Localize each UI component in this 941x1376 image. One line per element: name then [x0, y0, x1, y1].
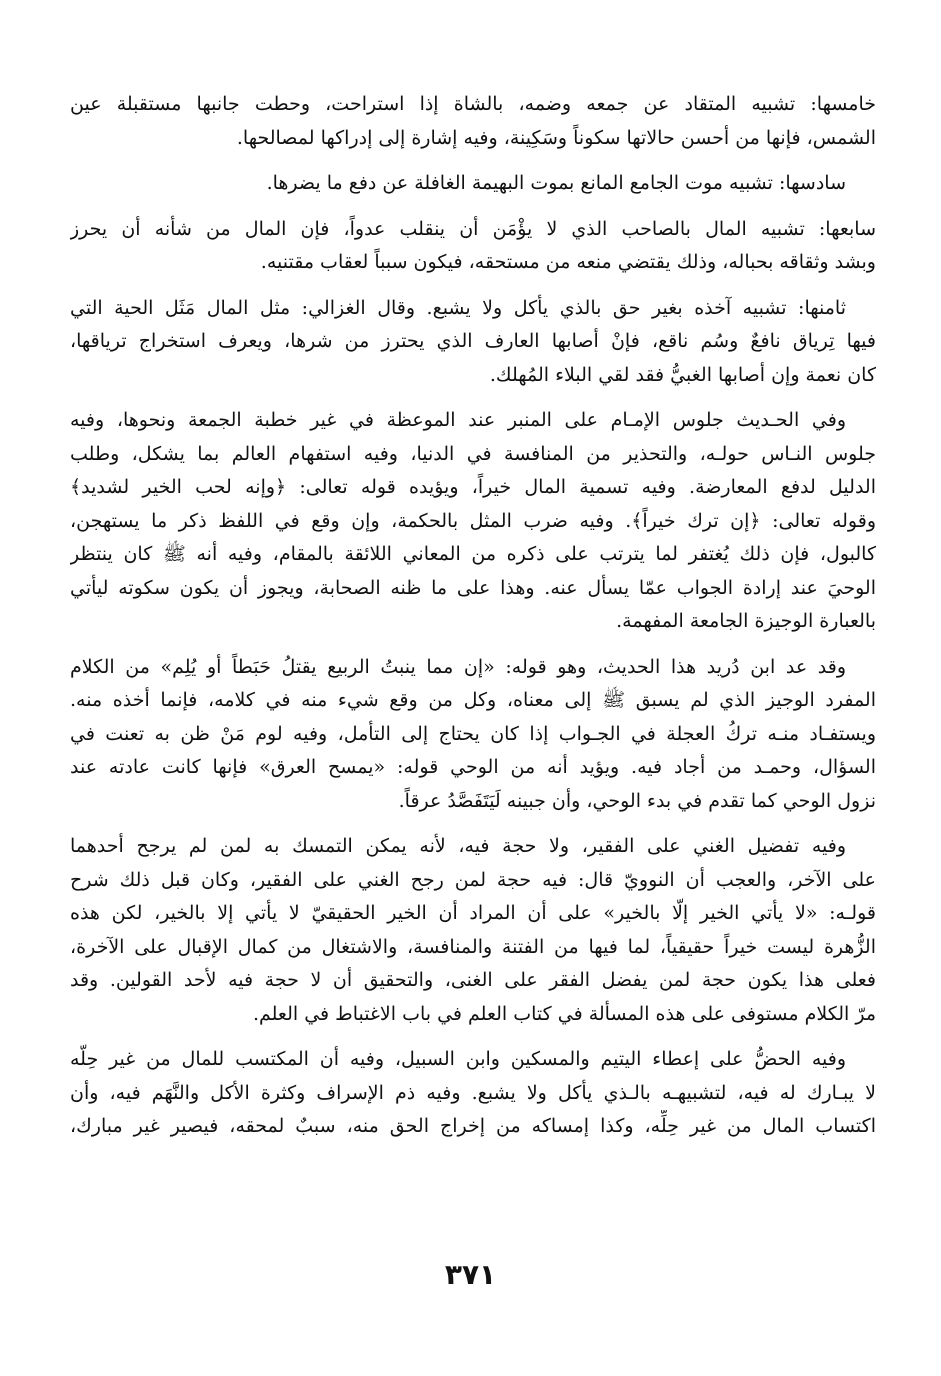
paragraph	[70, 167, 876, 201]
text-line: بالعبارة الوجيزة الجامعة المفهمة.	[616, 610, 876, 632]
page-body	[70, 88, 876, 1156]
text-line: الدليل لدفع المعارضة. وفيه تسمية المال خيراً، ويؤيده قوله تعالى: ﴿وإنه لحب الخير لشديد﴾	[70, 476, 876, 498]
text-line: فيها تِرياق نافعٌ وسُم ناقع، فإنْ أصابها العارف الذي يحترز من شرها، ويعرف استخراج ترياقها،	[70, 330, 876, 352]
text-line: الشمس، فإنها من أحسن حالاتها سكوناً وسَكِينة، وفيه إشارة إلى إدراكها لمصالحها.	[236, 126, 876, 149]
text-line: الزُّهرة ليست خيراً حقيقياً، لما فيها من الفتنة والمنافسة، والاشتغال من كمال الإقبال على الآخرة،	[70, 935, 876, 958]
text-line: ثامنها: تشبيه آخذه بغير حق بالذي يأكل ولا يشبع. وقال الغزالي: مثل المال مَثَل الحية التي	[70, 296, 846, 319]
page-number: ٣٧١	[444, 1258, 497, 1291]
text-line: فعلى هذا يكون حجة لمن يفضل الفقر على الغنى، والتحقيق أن لا حجة فيه لأحد القولين. وقد	[70, 969, 876, 991]
text-line: قولـه: «لا يأتي الخير إلّا بالخير» على أن المراد أن الخير الحقيقيّ لا يأتي إلا بالخير، لكن هذه	[70, 902, 876, 924]
paragraph	[70, 213, 876, 280]
text-line: وفي الحـديث جلوس الإمـام على المنبر عند الموعظة في غير خطبة الجمعة ونحوها، وفيه	[70, 409, 846, 431]
text-line: وقوله تعالى: ﴿إن ترك خيراً﴾. وفيه ضرب المثل بالحكمة، وإن وقع في اللفظ ذكر ما يستهجن،	[70, 509, 876, 532]
paragraph	[70, 404, 876, 639]
text-line: كان نعمة وإن أصابها الغبيُّ فقد لقي البلاء المُهلك.	[489, 363, 876, 386]
text-line: ويستفـاد منـه تركُ العجلة في الجـواب إذا كان يحتاج إلى التأمل، وفيه لوم مَنْ ظن به تعنت في	[70, 722, 876, 745]
paragraph	[70, 1043, 876, 1144]
text-line: سادسها: تشبيه موت الجامع المانع بموت البهيمة الغافلة عن دفع ما يضرها.	[266, 172, 846, 194]
paragraph	[70, 651, 876, 819]
text-line: وفيه الحضُّ على إعطاء اليتيم والمسكين وابن السبيل، وفيه أن المكتسب للمال من غير حِلّه	[70, 1048, 846, 1070]
text-line: وبشد وثقاقه بحباله، وذلك يقتضي منعه من مستحقه، فيكون سبباً لعقاب مقتنيه.	[260, 251, 876, 273]
text-line: سابعها: تشبيه المال بالصاحب الذي لا يؤْمَن أن ينقلب عدواً، فإن المال من شأنه أن يحرز	[70, 217, 876, 240]
text-line: وفيه تفضيل الغني على الفقير، ولا حجة فيه، لأنه يمكن التمسك به لمن لم يرجح أحدهما	[70, 835, 846, 857]
text-line: نزول الوحي كما تقدم في بدء الوحي، وأن جبينه لَيَتَفَصَّدُ عرقاً.	[398, 789, 876, 812]
text-line: الوحيَ عند إرادة الجواب عمّا يسأل عنه. وهذا على ما ظنه الصحابة، ويجوز أن يكون سكوته ليأتي	[70, 576, 876, 599]
paragraph	[70, 830, 876, 1031]
text-line: السؤال، وحمـد من أجاد فيه. ويؤيد أنه من الوحي قوله: «يمسح العرق» فإنها كانت عادته عند	[70, 756, 876, 778]
paragraph	[70, 88, 876, 155]
text-line: كالبول، فإن ذلك يُغتفر لما يترتب على ذكره من المعاني اللائقة بالمقام، وفيه أنه ﷺ كان ينتظر	[70, 543, 876, 565]
text-line: لا يبـارك له فيه، لتشبيهـه بالـذي يأكل ولا يشبع. وفيه ذم الإسراف وكثرة الأكل والنَّهَم فيه، وأن	[70, 1081, 876, 1104]
text-line: وقد عد ابن دُريد هذا الحديث، وهو قوله: «إن مما ينبتُ الربيع يقتلُ حَبَطاً أو يُلِم» من الكلام	[70, 655, 846, 678]
text-line: خامسها: تشبيه المتقاد عن جمعه وضمه، بالشاة إذا استراحت، وحطت جانبها مستقبلة عين	[70, 93, 876, 115]
text-line: اكتساب المال من غير حِلِّه، وكذا إمساكه من إخراج الحق منه، سببٌ لمحقه، فيصير غير مبارك،	[70, 1115, 876, 1137]
text-line: المفرد الوجيز الذي لم يسبق ﷺ إلى معناه، وكل من وقع شيء منه في كلامه، فإنما أخذه منه.	[70, 689, 876, 711]
text-line: مرّ الكلام مستوفى على هذه المسألة في كتاب العلم في باب الاغتباط في العلم.	[252, 1002, 876, 1025]
paragraph	[70, 292, 876, 393]
text-line: جلوس النـاس حولـه، والتحذير من المنافسة في الدنيا، وفيه استفهام العالم بما يشكل، وطلب	[70, 442, 876, 465]
text-line: على الآخر، والعجب أن النوويّ قال: فيه حجة لمن رجح الغني على الفقير، وكان قبل ذلك شرح	[70, 868, 876, 891]
